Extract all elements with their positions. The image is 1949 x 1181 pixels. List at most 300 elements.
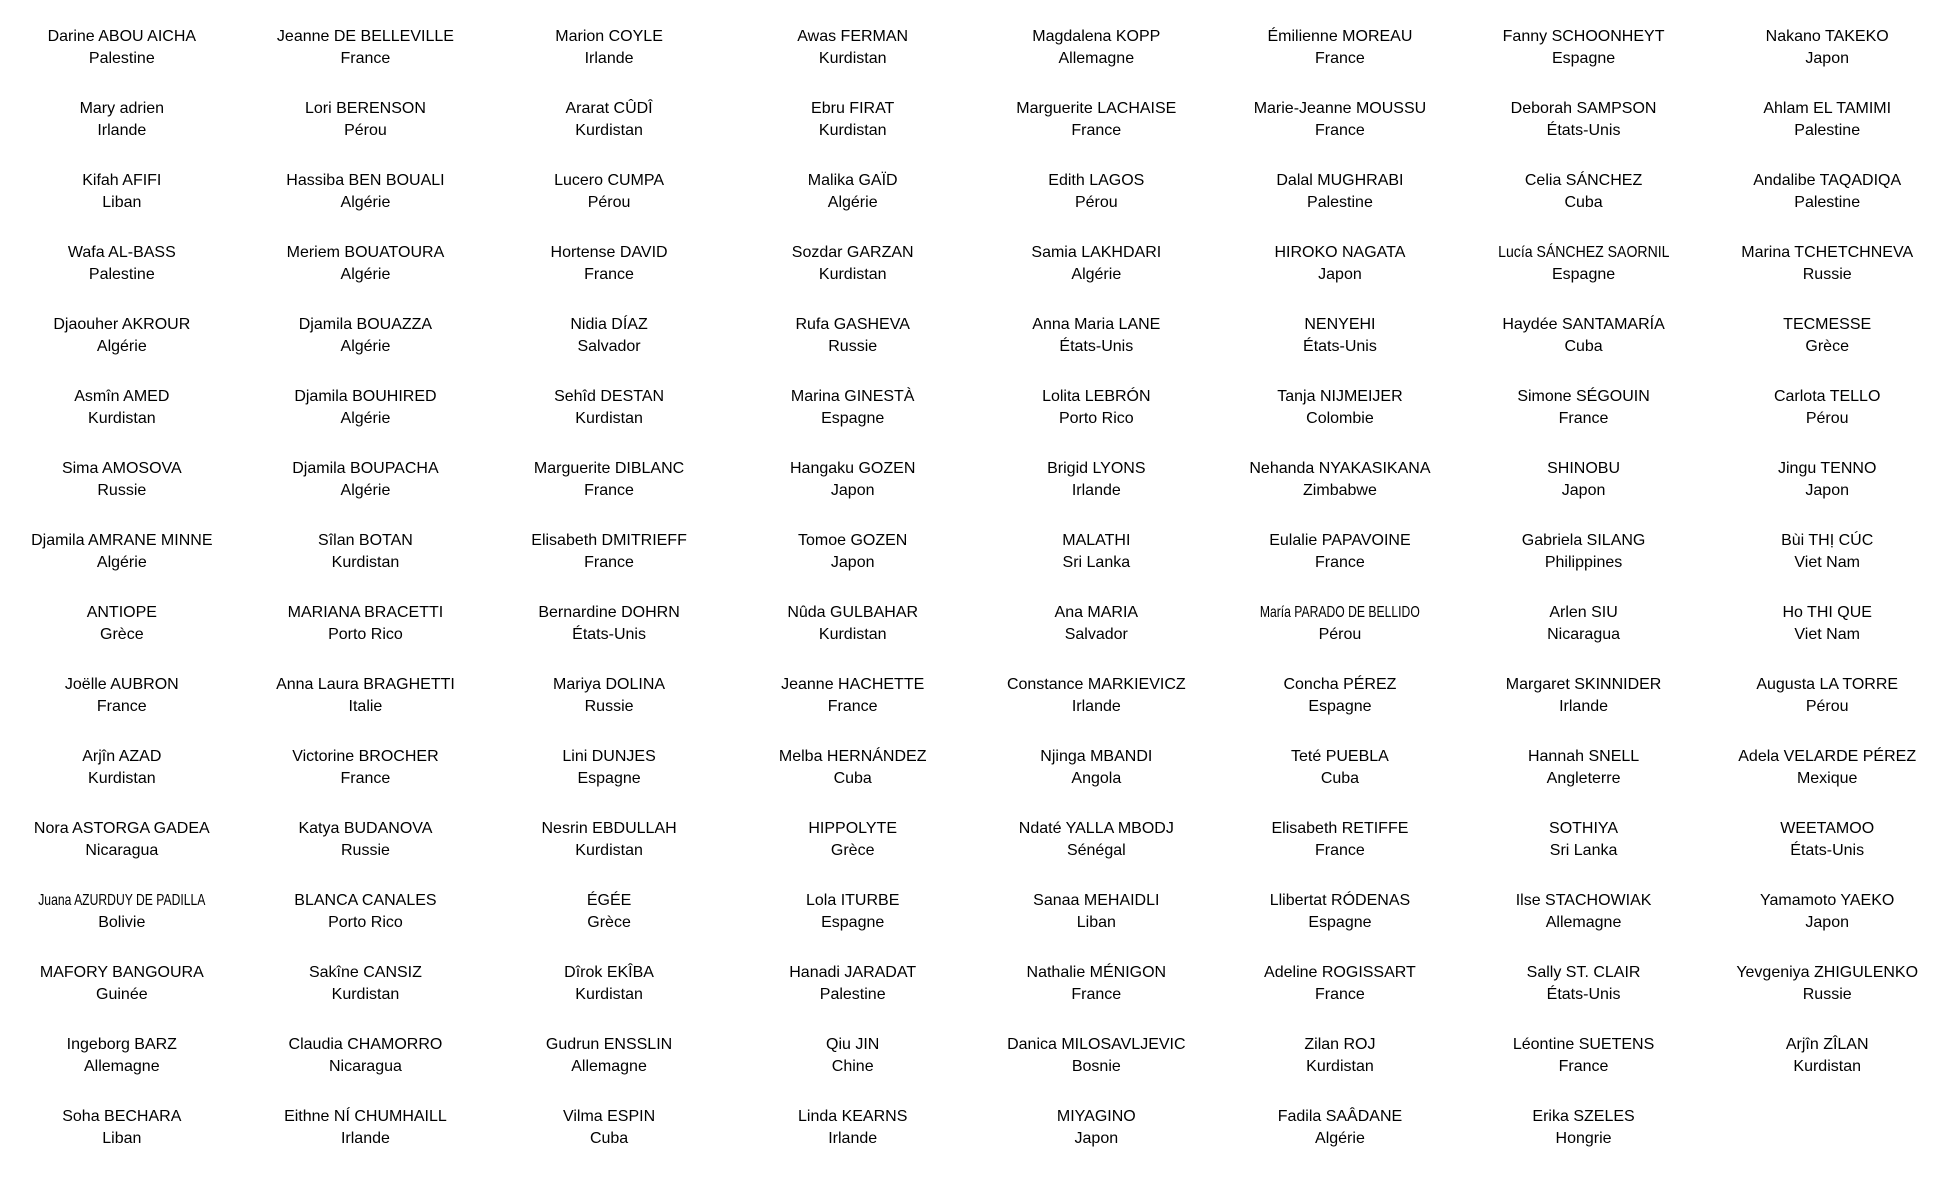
fighter-country: Espagne bbox=[1308, 698, 1372, 715]
fighter-name: Tomoe GOZEN bbox=[798, 532, 908, 549]
grid-cell bbox=[487, 530, 731, 602]
fighter-country: Nicaragua bbox=[85, 842, 159, 859]
grid-cell bbox=[1218, 1106, 1462, 1178]
fighter-country: Irlande bbox=[584, 50, 634, 67]
fighter-name: Katya BUDANOVA bbox=[298, 820, 433, 837]
fighter-country: Kurdistan bbox=[331, 986, 400, 1003]
grid-cell bbox=[244, 674, 488, 746]
fighter-name: Augusta LA TORRE bbox=[1756, 676, 1899, 693]
grid-cell bbox=[244, 314, 488, 386]
fighter-country: Grèce bbox=[1805, 338, 1849, 355]
fighter-country: Pérou bbox=[587, 194, 631, 211]
fighter-country: Porto Rico bbox=[328, 626, 403, 643]
fighter-country: France bbox=[584, 482, 634, 499]
fighter-name: Lucía SÁNCHEZ SAORNIL bbox=[1497, 244, 1670, 261]
fighter-name: Ana MARIA bbox=[1054, 604, 1139, 621]
fighter-name: HIROKO NAGATA bbox=[1274, 244, 1406, 261]
grid-cell bbox=[1705, 674, 1949, 746]
fighter-country: Pérou bbox=[344, 122, 387, 139]
fighter-country: Palestine bbox=[1794, 122, 1861, 139]
grid-cell bbox=[244, 170, 488, 242]
fighter-name: Ebru FIRAT bbox=[811, 100, 895, 117]
fighter-country: Bolivie bbox=[98, 914, 146, 931]
fighter-name: TECMESSE bbox=[1783, 316, 1872, 333]
fighter-country: Allemagne bbox=[571, 1058, 647, 1075]
fighter-country: Espagne bbox=[1551, 266, 1616, 283]
fighter-name: Sîlan BOTAN bbox=[318, 532, 413, 549]
grid-cell bbox=[1218, 1034, 1462, 1106]
fighter-name: Concha PÉREZ bbox=[1283, 676, 1397, 693]
fighter-name: BLANCA CANALES bbox=[294, 892, 437, 909]
fighter-name: Émilienne MOREAU bbox=[1267, 28, 1413, 45]
fighter-country: Nicaragua bbox=[328, 1058, 402, 1075]
fighter-name: NENYEHI bbox=[1304, 316, 1376, 333]
fighter-name: Qiu JIN bbox=[826, 1036, 880, 1053]
fighter-name: Djamila AMRANE MINNE bbox=[31, 532, 213, 549]
grid-cell bbox=[1462, 170, 1706, 242]
grid-cell bbox=[1462, 818, 1706, 890]
fighter-country: Palestine bbox=[1794, 194, 1861, 211]
grid-cell bbox=[975, 818, 1219, 890]
fighter-country: France bbox=[827, 698, 878, 715]
fighter-country: Nicaragua bbox=[1547, 626, 1621, 643]
fighter-country: Kurdistan bbox=[1793, 1058, 1861, 1075]
fighter-name: MIYAGINO bbox=[1056, 1108, 1136, 1125]
fighter-name: Lori BERENSON bbox=[304, 100, 426, 117]
fighter-name: Mariya DOLINA bbox=[553, 676, 666, 693]
grid-cell bbox=[1218, 386, 1462, 458]
grid-cell bbox=[0, 314, 244, 386]
grid-cell bbox=[975, 530, 1219, 602]
fighter-name: Melba HERNÁNDEZ bbox=[778, 748, 927, 765]
grid-cell bbox=[731, 26, 975, 98]
fighter-country: Kurdistan bbox=[575, 986, 643, 1003]
grid-cell bbox=[1218, 962, 1462, 1034]
grid-cell bbox=[975, 98, 1219, 170]
fighter-country: Russie bbox=[584, 698, 634, 715]
fighter-name: Nakano TAKEKO bbox=[1765, 28, 1889, 45]
grid-cell bbox=[1218, 890, 1462, 962]
fighter-country: Palestine bbox=[88, 266, 155, 283]
fighter-name: Ahlam EL TAMIMI bbox=[1763, 100, 1892, 117]
grid-cell bbox=[487, 746, 731, 818]
fighter-country: Salvador bbox=[1064, 626, 1128, 643]
fighter-name: Gudrun ENSSLIN bbox=[545, 1036, 673, 1053]
fighter-country: France bbox=[1558, 1058, 1609, 1075]
fighter-country: France bbox=[1315, 122, 1365, 139]
fighter-country: Algérie bbox=[827, 194, 878, 211]
fighter-name: Claudia CHAMORRO bbox=[288, 1036, 443, 1053]
fighter-country: Cuba bbox=[1320, 770, 1360, 787]
fighter-name: Njinga MBANDI bbox=[1040, 748, 1153, 765]
grid-cell bbox=[1218, 530, 1462, 602]
fighter-name: Nûda GULBAHAR bbox=[787, 604, 919, 621]
fighter-name: Deborah SAMPSON bbox=[1510, 100, 1657, 117]
grid-cell bbox=[975, 170, 1219, 242]
fighter-country: Kurdistan bbox=[575, 122, 643, 139]
fighter-name: Arlen SIU bbox=[1549, 604, 1618, 621]
grid-cell bbox=[1705, 314, 1949, 386]
fighter-name: WEETAMOO bbox=[1780, 820, 1875, 837]
grid-cell bbox=[0, 962, 244, 1034]
fighter-country: Grèce bbox=[830, 842, 875, 859]
grid-cell bbox=[731, 890, 975, 962]
fighter-country: États-Unis bbox=[1059, 338, 1134, 355]
grid-cell bbox=[731, 818, 975, 890]
fighter-name: Arjîn ZÎLAN bbox=[1785, 1036, 1869, 1053]
grid-cell bbox=[244, 602, 488, 674]
grid-cell bbox=[731, 98, 975, 170]
fighter-name: Sanaa MEHAIDLI bbox=[1033, 892, 1160, 909]
fighter-name: Marguerite DIBLANC bbox=[533, 460, 685, 477]
fighter-name: Nathalie MÉNIGON bbox=[1026, 964, 1167, 981]
grid-cell bbox=[1705, 386, 1949, 458]
grid-cell bbox=[1218, 314, 1462, 386]
fighter-country: Salvador bbox=[577, 338, 641, 355]
fighter-country: Algérie bbox=[340, 410, 391, 427]
fighter-country: Japon bbox=[1561, 482, 1606, 499]
grid-cell bbox=[731, 314, 975, 386]
grid-cell bbox=[0, 602, 244, 674]
grid-cell bbox=[1705, 890, 1949, 962]
fighter-name: Hassiba BEN BOUALI bbox=[286, 172, 445, 189]
grid-cell bbox=[1218, 818, 1462, 890]
fighter-name: Anna Maria LANE bbox=[1032, 316, 1161, 333]
fighter-country: France bbox=[340, 50, 391, 67]
fighter-name: Constance MARKIEVICZ bbox=[1006, 676, 1186, 693]
fighter-country: Algérie bbox=[340, 482, 391, 499]
fighter-country: Russie bbox=[1802, 986, 1852, 1003]
fighter-name: Djamila BOUPACHA bbox=[292, 460, 439, 477]
fighter-name: Sehîd DESTAN bbox=[554, 388, 665, 405]
fighter-name: Elisabeth RETIFFE bbox=[1271, 820, 1409, 837]
grid-cell bbox=[244, 890, 488, 962]
fighter-country: France bbox=[1315, 554, 1365, 571]
fighter-country: Viet Nam bbox=[1794, 554, 1860, 571]
fighter-country: Porto Rico bbox=[1058, 410, 1134, 427]
fighter-country: Russie bbox=[1802, 266, 1852, 283]
grid-cell bbox=[1462, 674, 1706, 746]
fighter-name: Carlota TELLO bbox=[1773, 388, 1881, 405]
fighter-name: SOTHIYA bbox=[1549, 820, 1619, 837]
grid-cell bbox=[0, 242, 244, 314]
grid-cell bbox=[731, 602, 975, 674]
fighter-name: Juana AZURDUY DE PADILLA bbox=[38, 892, 206, 909]
fighter-country: Irlande bbox=[97, 122, 147, 139]
fighter-country: France bbox=[1558, 410, 1609, 427]
grid-cell bbox=[975, 242, 1219, 314]
fighter-name: Gabriela SILANG bbox=[1521, 532, 1646, 549]
grid-cell bbox=[1705, 1034, 1949, 1106]
grid-cell bbox=[0, 26, 244, 98]
grid-cell bbox=[1462, 314, 1706, 386]
grid-cell bbox=[487, 314, 731, 386]
fighter-name: Linda KEARNS bbox=[797, 1108, 908, 1125]
fighter-country: France bbox=[584, 266, 634, 283]
fighter-name: Djaouher AKROUR bbox=[53, 316, 191, 333]
fighter-name: Lucero CUMPA bbox=[554, 172, 665, 189]
fighter-country: Allemagne bbox=[1545, 914, 1622, 931]
fighter-name: Eithne NÍ CHUMHAILL bbox=[284, 1108, 447, 1125]
grid-cell bbox=[1218, 602, 1462, 674]
grid-cell bbox=[731, 170, 975, 242]
grid-cell bbox=[1705, 602, 1949, 674]
grid-cell bbox=[1218, 458, 1462, 530]
fighter-country: Kurdistan bbox=[575, 842, 643, 859]
fighter-country: Palestine bbox=[88, 50, 155, 67]
fighter-name: Mary adrien bbox=[79, 100, 165, 117]
fighter-country: Liban bbox=[1076, 914, 1116, 931]
fighter-name: Vilma ESPIN bbox=[562, 1108, 656, 1125]
grid-cell bbox=[0, 674, 244, 746]
fighter-name: Haydée SANTAMARÍA bbox=[1502, 316, 1665, 333]
fighter-name: Llibertat RÓDENAS bbox=[1269, 892, 1411, 909]
fighter-name: Samia LAKHDARI bbox=[1031, 244, 1162, 261]
fighter-country: Japon bbox=[1074, 1130, 1119, 1147]
fighter-name: Zilan ROJ bbox=[1304, 1036, 1376, 1053]
fighter-country: États-Unis bbox=[572, 626, 646, 643]
grid-cell bbox=[975, 1034, 1219, 1106]
fighter-name: Nora ASTORGA GADEA bbox=[33, 820, 210, 837]
fighter-name: Ilse STACHOWIAK bbox=[1515, 892, 1652, 909]
grid-cell bbox=[1462, 386, 1706, 458]
grid-cell bbox=[487, 458, 731, 530]
grid-cell bbox=[975, 746, 1219, 818]
fighter-name: Soha BECHARA bbox=[62, 1108, 182, 1125]
fighter-country: Zimbabwe bbox=[1303, 482, 1377, 499]
fighter-name: Sozdar GARZAN bbox=[791, 244, 914, 261]
grid-cell bbox=[1218, 26, 1462, 98]
grid-cell bbox=[1705, 242, 1949, 314]
grid-cell bbox=[487, 818, 731, 890]
grid-cell bbox=[1705, 746, 1949, 818]
fighter-name: Erika SZELES bbox=[1532, 1108, 1635, 1125]
grid-cell bbox=[244, 242, 488, 314]
grid-cell bbox=[1462, 1034, 1706, 1106]
fighter-name: Hangaku GOZEN bbox=[789, 460, 916, 477]
fighter-country: Russie bbox=[340, 842, 390, 859]
grid-cell bbox=[244, 386, 488, 458]
fighter-country: Philippines bbox=[1544, 554, 1623, 571]
grid-cell bbox=[0, 98, 244, 170]
fighter-country: Sri Lanka bbox=[1549, 842, 1618, 859]
fighter-country: Japon bbox=[1805, 50, 1849, 67]
fighter-name: María PARADO DE BELLIDO bbox=[1259, 604, 1420, 621]
grid-cell bbox=[1218, 98, 1462, 170]
fighter-name: Wafa AL-BASS bbox=[67, 244, 176, 261]
fighter-country: Algérie bbox=[340, 194, 391, 211]
grid-cell bbox=[0, 890, 244, 962]
grid-cell bbox=[1462, 26, 1706, 98]
grid-cell bbox=[975, 674, 1219, 746]
fighter-name: Léontine SUETENS bbox=[1512, 1036, 1655, 1053]
fighter-name: Brigid LYONS bbox=[1047, 460, 1146, 477]
fighter-name: Teté PUEBLA bbox=[1291, 748, 1389, 765]
grid-cell bbox=[975, 962, 1219, 1034]
fighter-country: Angola bbox=[1071, 770, 1122, 787]
grid-cell bbox=[0, 530, 244, 602]
fighter-country: Russie bbox=[97, 482, 147, 499]
fighter-country: Irlande bbox=[1071, 698, 1121, 715]
fighter-country: Italie bbox=[348, 698, 383, 715]
fighter-name: SHINOBU bbox=[1547, 460, 1621, 477]
grid-cell bbox=[487, 674, 731, 746]
fighter-country: France bbox=[96, 698, 147, 715]
fighter-name: Awas FERMAN bbox=[797, 28, 909, 45]
grid-cell bbox=[244, 962, 488, 1034]
grid-cell bbox=[1462, 98, 1706, 170]
grid-cell bbox=[0, 1106, 244, 1178]
grid-cell bbox=[1218, 674, 1462, 746]
fighter-name: Kifah AFIFI bbox=[82, 172, 162, 189]
fighter-name: Magdalena KOPP bbox=[1032, 28, 1161, 45]
fighter-country: Kurdistan bbox=[575, 410, 643, 427]
fighter-name: Ingeborg BARZ bbox=[66, 1036, 177, 1053]
fighter-name: Hanadi JARADAT bbox=[789, 964, 917, 981]
grid-cell bbox=[244, 818, 488, 890]
grid-cell bbox=[244, 1106, 488, 1178]
fighter-country: Irlande bbox=[1071, 482, 1121, 499]
grid-cell bbox=[0, 818, 244, 890]
fighter-country: Algérie bbox=[96, 338, 147, 355]
fighter-name: Andalibe TAQADIQA bbox=[1753, 172, 1902, 189]
fighter-country: Grèce bbox=[100, 626, 144, 643]
grid-cell bbox=[0, 1034, 244, 1106]
grid-cell bbox=[731, 530, 975, 602]
fighter-name: Jingu TENNO bbox=[1777, 460, 1877, 477]
fighter-country: Algérie bbox=[96, 554, 147, 571]
grid-cell bbox=[975, 26, 1219, 98]
fighter-country: Algérie bbox=[340, 266, 391, 283]
fighter-country: Cuba bbox=[1564, 194, 1603, 211]
fighter-name: Jeanne DE BELLEVILLE bbox=[276, 28, 454, 45]
fighter-name: Edith LAGOS bbox=[1048, 172, 1145, 189]
fighter-name: Malika GAÏD bbox=[807, 172, 898, 189]
fighter-name: Nesrin EBDULLAH bbox=[541, 820, 677, 837]
fighter-name: Marguerite LACHAISE bbox=[1016, 100, 1177, 117]
fighter-name: Victorine BROCHER bbox=[292, 748, 439, 765]
fighter-name: MAFORY BANGOURA bbox=[39, 964, 204, 981]
fighter-name: Danica MILOSAVLJEVIC bbox=[1007, 1036, 1186, 1053]
grid-cell bbox=[731, 1106, 975, 1178]
fighter-country: Allemagne bbox=[1058, 50, 1135, 67]
fighter-name: Dîrok EKÎBA bbox=[564, 964, 654, 981]
fighter-name: Eulalie PAPAVOINE bbox=[1269, 532, 1411, 549]
fighter-country: États-Unis bbox=[1546, 986, 1621, 1003]
fighter-country: Kurdistan bbox=[1306, 1058, 1374, 1075]
fighter-name: Adeline ROGISSART bbox=[1264, 964, 1416, 981]
fighter-name: Yevgeniya ZHIGULENKO bbox=[1736, 964, 1919, 981]
grid-cell bbox=[731, 242, 975, 314]
fighter-country: Japon bbox=[1318, 266, 1362, 283]
fighter-country: Espagne bbox=[577, 770, 641, 787]
fighter-name: Celia SÁNCHEZ bbox=[1524, 172, 1643, 189]
fighter-name: Djamila BOUHIRED bbox=[294, 388, 437, 405]
fighter-country: Sri Lanka bbox=[1062, 554, 1131, 571]
fighter-country: Pérou bbox=[1805, 698, 1849, 715]
fighter-name: Darine ABOU AICHA bbox=[47, 28, 197, 45]
grid-cell bbox=[1705, 458, 1949, 530]
fighter-name: Lolita LEBRÓN bbox=[1042, 388, 1151, 405]
fighter-country: Kurdistan bbox=[818, 626, 887, 643]
grid-cell bbox=[487, 386, 731, 458]
fighter-country: États-Unis bbox=[1546, 122, 1621, 139]
fighter-name: Djamila BOUAZZA bbox=[298, 316, 433, 333]
fighter-name: Yamamoto YAEKO bbox=[1760, 892, 1895, 909]
fighter-country: Japon bbox=[830, 554, 875, 571]
fighter-name: Dalal MUGHRABI bbox=[1276, 172, 1404, 189]
fighter-country: Irlande bbox=[340, 1130, 390, 1147]
fighter-name: Sally ST. CLAIR bbox=[1526, 964, 1641, 981]
grid-cell bbox=[1462, 1106, 1706, 1178]
fighter-country: Viet Nam bbox=[1794, 626, 1860, 643]
fighter-name: Sima AMOSOVA bbox=[61, 460, 182, 477]
fighter-name: Marina GINESTÀ bbox=[790, 388, 915, 405]
grid-cell bbox=[975, 602, 1219, 674]
grid-cell bbox=[975, 890, 1219, 962]
fighter-country: États-Unis bbox=[1303, 338, 1377, 355]
fighter-country: Palestine bbox=[819, 986, 886, 1003]
fighter-name: Lini DUNJES bbox=[562, 748, 656, 765]
grid-cell-empty bbox=[1705, 1106, 1949, 1178]
fighter-country: Porto Rico bbox=[328, 914, 403, 931]
fighter-country: Liban bbox=[102, 1130, 142, 1147]
grid-cell bbox=[1462, 890, 1706, 962]
fighter-country: Kurdistan bbox=[818, 50, 887, 67]
fighter-country: Allemagne bbox=[84, 1058, 160, 1075]
fighter-name: Ndaté YALLA MBODJ bbox=[1018, 820, 1174, 837]
fighter-name: Adela VELARDE PÉREZ bbox=[1738, 748, 1917, 765]
grid-cell bbox=[244, 1034, 488, 1106]
grid-cell bbox=[1705, 818, 1949, 890]
grid-cell bbox=[487, 26, 731, 98]
grid-cell bbox=[1705, 98, 1949, 170]
fighter-country: Japon bbox=[1805, 482, 1849, 499]
grid-cell bbox=[0, 170, 244, 242]
fighter-name: Ararat CÛDÎ bbox=[565, 100, 653, 117]
grid-cell bbox=[0, 458, 244, 530]
grid-cell bbox=[487, 242, 731, 314]
fighter-country: Cuba bbox=[1564, 338, 1603, 355]
grid-cell bbox=[975, 386, 1219, 458]
fighter-name: Ho THI QUE bbox=[1782, 604, 1872, 621]
fighter-country: Cuba bbox=[589, 1130, 629, 1147]
grid-cell bbox=[975, 1106, 1219, 1178]
fighter-name: MARIANA BRACETTI bbox=[287, 604, 444, 621]
fighter-name: Hannah SNELL bbox=[1527, 748, 1640, 765]
fighter-name: Bernardine DOHRN bbox=[538, 604, 680, 621]
grid-cell bbox=[731, 458, 975, 530]
grid-cell bbox=[0, 746, 244, 818]
fighter-name: Arjîn AZAD bbox=[82, 748, 162, 765]
fighter-country: Espagne bbox=[1308, 914, 1372, 931]
fighter-name: Marina TCHETCHNEVA bbox=[1741, 244, 1914, 261]
grid-cell bbox=[487, 890, 731, 962]
fighter-country: Espagne bbox=[821, 410, 885, 427]
fighter-name: Rufa GASHEVA bbox=[795, 316, 910, 333]
fighter-name: ANTIOPE bbox=[86, 604, 157, 621]
grid-cell bbox=[731, 674, 975, 746]
fighter-name: Fadila SAÂDANE bbox=[1277, 1108, 1403, 1125]
fighter-name: Marion COYLE bbox=[555, 28, 663, 45]
fighter-country: Algérie bbox=[340, 338, 391, 355]
fighter-country: Mexique bbox=[1796, 770, 1858, 787]
grid-cell bbox=[1462, 602, 1706, 674]
fighter-name: Joëlle AUBRON bbox=[64, 676, 179, 693]
fighter-name: Lola ITURBE bbox=[806, 892, 900, 909]
grid-cell bbox=[1462, 746, 1706, 818]
grid-cell bbox=[487, 170, 731, 242]
